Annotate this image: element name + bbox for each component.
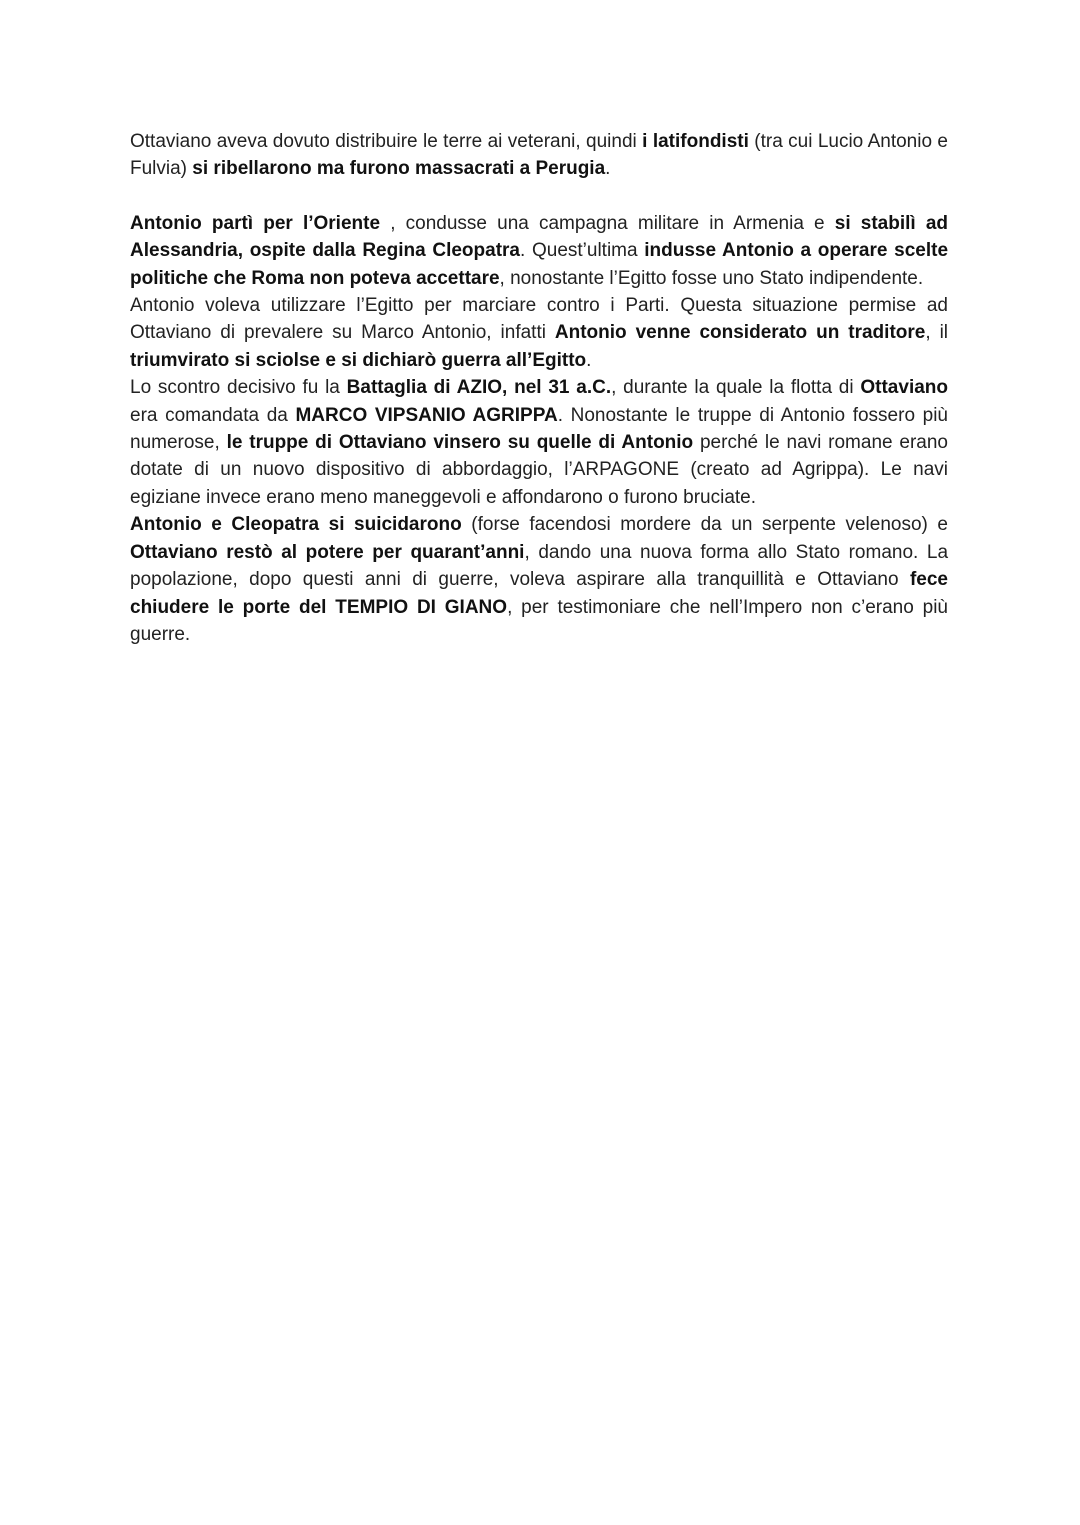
text-run: , condusse una campagna militare in Armenia e <box>380 212 835 234</box>
text-run: , per testimoniare che nell’Impero non c’erano più guerre. <box>130 596 948 645</box>
bold-run: si stabilì ad Alessandria, ospite dalla Regina Cleopatra <box>130 212 949 262</box>
text-run: era comandata da <box>130 404 296 426</box>
bold-run: i latifondisti <box>642 131 749 152</box>
bold-run: Antonio partì per l’Oriente <box>130 212 381 234</box>
bold-run: Ottaviano <box>860 377 948 399</box>
text-run: , il <box>925 322 949 344</box>
text-run: . Nonostante le truppe di Antonio fossero più numerose, <box>130 404 948 454</box>
bold-run: Ottaviano restò al potere per quarant’anni <box>130 541 525 563</box>
bold-run: triumvirato si sciolse e si dichiarò guerra all’Egitto <box>130 349 587 371</box>
text-run: . <box>605 158 611 180</box>
text-run: . Quest’ultima <box>520 240 645 262</box>
bold-run: MARCO VIPSANIO AGRIPPA <box>295 404 558 426</box>
document-body <box>130 128 948 648</box>
bold-run: si ribellarono ma furono massacrati a Perugia <box>192 158 606 180</box>
text-run: (forse facendosi mordere da un serpente velenoso) e <box>461 514 948 536</box>
paragraph-azio <box>130 374 948 511</box>
text-run: . <box>586 349 592 371</box>
text-run: Lo scontro decisivo fu la <box>130 377 347 399</box>
text-run: (tra cui Lucio Antonio e Fulvia) <box>130 131 948 180</box>
bold-run: Antonio venne considerato un traditore <box>554 322 926 344</box>
paragraph-parti <box>130 292 948 374</box>
text-run: perché le navi romane erano dotate di un nuovo dispositivo di abbordaggio, l’ARPAGONE (creato ad Agrippa). Le navi egiziane invece erano meno maneggevoli e affondarono o furono bruciate. <box>130 432 948 508</box>
paragraph-perugia <box>130 128 948 183</box>
bold-run: Antonio e Cleopatra si suicidarono <box>130 514 462 536</box>
paragraph-oriente <box>130 210 948 292</box>
text-run: , durante la quale la flotta di <box>611 377 861 399</box>
text-run: Antonio voleva utilizzare l’Egitto per marciare contro i Parti. Questa situazione permise ad Ottaviano di prevalere su Marco Antonio, infatti <box>130 295 948 344</box>
bold-run: fece chiudere le porte del TEMPIO DI GIANO <box>130 569 948 618</box>
bold-run: indusse Antonio a operare scelte politiche che Roma non poteva accettare <box>130 240 949 289</box>
text-run: Ottaviano aveva dovuto distribuire le terre ai veterani, quindi <box>130 131 643 152</box>
bold-run: Battaglia di AZIO, nel 31 a.C. <box>346 377 612 399</box>
text-run: , nonostante l’Egitto fosse uno Stato indipendente. <box>499 267 924 289</box>
paragraph-cleopatra <box>130 511 948 648</box>
text-run: , dando una nuova forma allo Stato romano. La popolazione, dopo questi anni di guerre, voleva aspirare alla tranquillità e Ottaviano <box>130 541 949 591</box>
bold-run: le truppe di Ottaviano vinsero su quelle di Antonio <box>226 432 694 454</box>
